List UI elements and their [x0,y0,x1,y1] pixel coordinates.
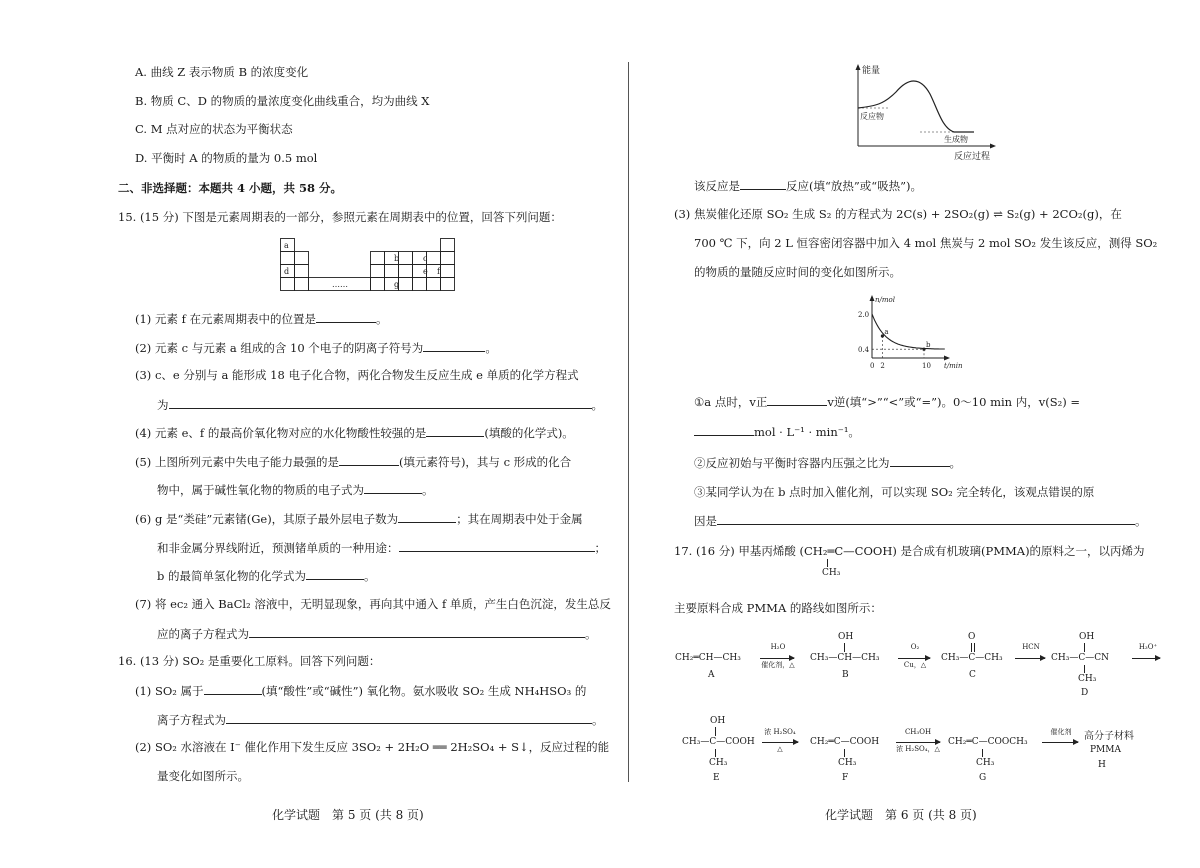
compound-c-bond-1 [971,643,972,652]
product-h-name: 高分子材料 [1084,731,1134,742]
arrow-2-top: O₂ [910,643,920,651]
compound-a-label: A [708,670,715,680]
q15-intro: 15. (15 分) 下图是元素周期表的一部分，参照元素在周期表中的位置，回答下列问题： [118,210,562,224]
compound-e-methyl: CH₃ [709,758,728,768]
option-a: A. 曲线 Z 表示物质 B 的浓度变化 [135,65,309,79]
q16-3c: 的物质的量随反应时间的变化如图所示。 [694,265,901,279]
x-axis-arrow [944,356,950,361]
page-footer-right: 化学试题 第 6 页 (共 8 页) [825,808,977,822]
arrow-4-top: H₃O⁺ [1138,643,1158,651]
arrow-2-bottom: Cu，△ [903,661,927,669]
arrow-5-bottom: △ [777,745,783,753]
compound-e-bond-top [715,727,716,736]
cell-f: f [437,267,440,276]
q15-4: (4) 元素 e、f 的最高价氧化物对应的水化物酸性较强的是 (填酸的化学式)。 [135,426,574,440]
arrow-1-bottom: 催化剂，△ [761,661,795,669]
compound-d-methyl: CH₃ [1078,674,1097,684]
cell-g: g [394,280,400,289]
arrow-1-top: H₂O [770,643,786,651]
compound-f-methyl: CH₃ [838,758,857,768]
cell-b: b [394,254,400,263]
product-h-pmma: PMMA [1090,745,1121,755]
q17-intro-bond [827,559,828,567]
compound-d-bond-top [1084,643,1085,652]
x-tick-label: 0 [870,362,875,370]
cell-a: a [284,241,289,250]
compound-d-bond-bottom [1084,665,1085,673]
page-footer-left: 化学试题 第 5 页 (共 8 页) [272,808,424,822]
compound-c: CH₃—C—CH₃ [941,653,1003,663]
compound-e-oh: OH [710,716,726,726]
y-tick-label: 0.4 [858,346,870,355]
q17-intro: 17. (16 分) 甲基丙烯酸 (CH₂═C—COOH) 是合成有机玻璃(PMMA)的原料之一，以丙烯为 [674,544,1145,558]
q16-3-s1b: mol · L⁻¹ · min⁻¹。 [694,423,860,440]
reactant-label: 反应物 [860,112,884,121]
page-divider [628,62,629,782]
arrow-5 [762,742,798,743]
compound-d: CH₃—C—CN [1051,653,1109,663]
compound-b-oh: OH [838,632,854,642]
cell-d: d [284,267,290,276]
cell-dots: …… [332,280,348,289]
q16-2b: 量变化如图所示。 [157,769,249,783]
q15-3b: 为 。 [157,398,603,412]
x-tick-label: 10 [922,362,931,370]
x-tick-label: 2 [880,362,885,370]
x-axis-label: t/min [944,362,963,370]
compound-f-bond [844,749,845,757]
q17-intro-methyl: CH₃ [822,568,841,578]
q15-1: (1) 元素 f 在元素周期表中的位置是 。 [135,312,388,326]
compound-c-bond-2 [974,643,975,652]
q15-7a: (7) 将 ec₂ 通入 BaCl₂ 溶液中，无明显现象，再向其中通入 f 单质，产生白色沉淀，发生总反 [135,597,611,611]
so2-mol-chart [850,294,970,380]
y-axis-label: n/mol [875,296,895,304]
q15-5b: 物中，属于碱性氧化物的物质的电子式为 。 [157,483,434,497]
compound-e-bond-bottom [715,749,716,757]
compound-g: CH₂═C—COOCH₃ [948,737,1028,747]
right-page [632,0,1200,868]
q15-6a: (6) g 是“类硅”元素锗(Ge)，其原子最外层电子数为 ；其在周期表中处于金属 [135,512,583,526]
arrow-6 [896,742,940,743]
compound-c-label: C [969,670,976,680]
arrow-3-top: HCN [1022,643,1040,651]
q15-2: (2) 元素 c 与元素 a 组成的含 10 个电子的阴离子符号为 。 [135,341,497,355]
compound-a: CH₂═CH—CH₃ [675,653,741,663]
compound-d-label: D [1081,688,1089,698]
compound-b-bond [844,643,845,652]
q15-5a: (5) 上图所列元素中失电子能力最强的是 (填元素符号)，其与 c 形成的化合 [135,455,572,469]
process-axis-label: 反应过程 [954,152,991,162]
q15-7b: 应的离子方程式为 。 [157,627,597,641]
option-d: D. 平衡时 A 的物质的量为 0.5 mol [135,151,318,165]
arrow-6-bottom: 浓 H₂SO₄，△ [896,745,940,753]
arrow-3 [1015,658,1045,659]
arrow-2 [898,658,930,659]
point-label-b: b [926,341,931,350]
point-label-a: a [884,328,889,336]
q15-6b: 和非金属分界线附近，预测锗单质的一种用途： ； [157,541,606,555]
arrow-4 [1132,658,1160,659]
y-tick-label: 2.0 [858,311,870,319]
q16-1b: 离子方程式为 。 [157,713,604,727]
compound-d-oh: OH [1079,632,1095,642]
compound-g-label: G [979,773,987,783]
q16-1a: (1) SO₂ 属于 (填“酸性”或“碱性”) 氧化物。氨水吸收 SO₂ 生成 NH₄HSO₃ 的 [135,684,587,698]
q16-intro: 16. (13 分) SO₂ 是重要化工原料。回答下列问题： [118,654,381,668]
cell-c: c [423,254,428,263]
product-label: 生成物 [944,135,968,144]
compound-e: CH₃—C—COOH [682,737,755,747]
q16-3-s1a: ①a 点时，v正 v逆(填“>”“<”或“=”)。0～10 min 内，v(S₂) = [694,395,1080,409]
q16-3-s3b: 因是 。 [694,514,1147,528]
q16-3a: (3) 焦炭催化还原 SO₂ 生成 S₂ 的方程式为 2C(s) + 2SO₂(g) ⇌ S₂(g) + 2CO₂(g)，在 [674,207,1122,221]
q16-3-s3a: ③某同学认为在 b 点时加入催化剂，可以实现 SO₂ 完全转化，该观点错误的原 [694,485,1095,499]
arrow-1 [760,658,794,659]
so2-curve [872,314,945,349]
q16-2a: (2) SO₂ 水溶液在 I⁻ 催化作用下发生反应 3SO₂ + 2H₂O ══ 2H₂SO₄ + S↓，反应过程的能 [135,740,610,754]
q16-3-s2: ②反应初始与平衡时容器内压强之比为 。 [694,456,961,470]
compound-g-bond [982,749,983,757]
q16-2-answer: 该反应是 反应(填“放热”或“吸热”)。 [694,179,922,193]
energy-diagram [850,62,1020,162]
arrow-5-top: 浓 H₂SO₄ [764,728,796,736]
compound-f: CH₂═C—COOH [810,737,880,747]
cell-e: e [423,267,428,276]
compound-f-label: F [842,773,849,783]
compound-c-o: O [968,632,976,642]
compound-b-label: B [842,670,849,680]
periodic-table-fragment [280,238,462,292]
q16-3b: 700 ℃ 下，向 2 L 恒容密闭容器中加入 4 mol 焦炭与 2 mol SO₂ 发生该反应，测得 SO₂ [694,236,1158,250]
arrow-7-top: 催化剂 [1050,728,1072,736]
compound-e-label: E [713,773,720,783]
y-axis-arrow [870,295,875,301]
arrow-7 [1042,742,1078,743]
arrow-6-top: CH₃OH [904,728,932,736]
section-heading: 二、非选择题：本题共 4 小题，共 58 分。 [118,181,343,195]
compound-b: CH₃—CH—CH₃ [810,653,880,663]
product-h-label: H [1098,760,1106,770]
q15-3a: (3) c、e 分别与 a 能形成 18 电子化合物，两化合物发生反应生成 e 单质的化学方程式 [135,368,579,382]
q17-route-intro: 主要原料合成 PMMA 的路线如图所示： [674,601,882,615]
compound-g-methyl: CH₃ [976,758,995,768]
energy-axis-label: 能量 [862,66,881,76]
q15-6c: b 的最简单氢化物的化学式为 。 [157,569,376,583]
option-b: B. 物质 C、D 的物质的量浓度变化曲线重合，均为曲线 X [135,94,430,108]
option-c: C. M 点对应的状态为平衡状态 [135,122,293,136]
